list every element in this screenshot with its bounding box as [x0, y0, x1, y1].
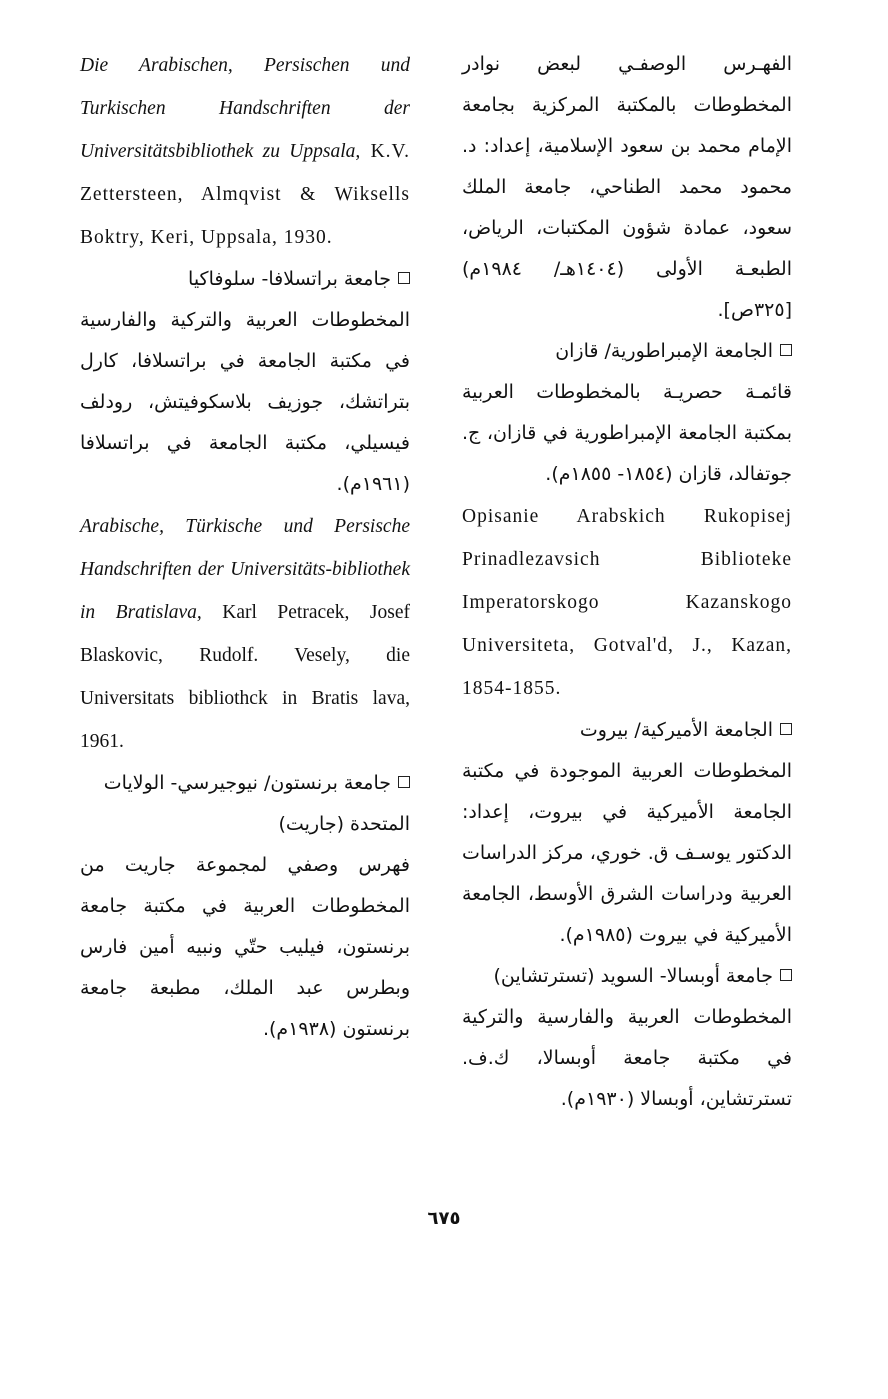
kazan-heading: الجامعة الإمبراطورية/ قازان	[462, 331, 792, 372]
beirut-heading: الجامعة الأميركية/ بيروت	[462, 710, 792, 751]
kazan-latin-entry: Opisanie Arabskich Rukopisej Prinadlezavsich Biblioteke Imperatorskogo Kazanskogo Universiteta, Gotval'd, J., Kazan, 1854-1855.	[462, 506, 792, 699]
bratislava-arabic-entry: المخطوطات العربية والتركية والفارسية في مكتبة الجامعة في براتسلافا، كارل بتراتشك، جوزيف بلاسكوفيتش، رودلف فيسيلي، مكتبة الجامعة في براتسلافا (١٩٦١م).	[80, 309, 410, 495]
right-column	[462, 44, 792, 1120]
uppsala-latin-publisher: K.V. Zettersteen, Almqvist & Wiksells Boktry, Keri, Uppsala, 1930.	[80, 141, 410, 248]
princeton-heading: جامعة برنستون/ نيوجيرسي- الولايات المتحدة (جاريت)	[80, 763, 410, 845]
uppsala-heading: جامعة أوبسالا- السويد (تسترتشاين)	[462, 956, 792, 997]
bratislava-latin-publisher: Karl Petracek, Josef Blaskovic, Rudolf. Vesely, die Universitats bibliothck in Bratis lava, 1961.	[80, 602, 410, 752]
kazan-arabic-entry: قائمـة حصريـة بالمخطوطات العربية بمكتبة الجامعة الإمبراطورية في قازان، ج. جوتفالد، قازان (١٨٥٤- ١٨٥٥م).	[462, 381, 792, 485]
bratislava-latin-title: Arabische, Türkische und Persische Handschriften der Universitäts-bibliothek in Bratislava,	[80, 516, 410, 623]
left-column	[80, 44, 410, 1050]
page-number: ٦٧٥	[427, 1208, 461, 1229]
princeton-arabic-entry: فهرس وصفي لمجموعة جاريت من المخطوطات العربية في مكتبة جامعة برنستون، فيليب حتّي ونبيه أمين فارس وبطرس عبد الملك، مطبعة جامعة برنستون (١٩٣٨م).	[80, 854, 410, 1040]
imam-university-entry: الفهـرس الوصفـي لبعض نوادر المخطوطات بالمكتبة المركزية بجامعة الإمام محمد بن سعود الإسلامية، إعداد: د. محمود محمد الطناحي، جامعة الملك سعود، عمادة شؤون المكتبات، الرياض، الطبعـة الأولى (١٤٠٤هـ/ ١٩٨٤م) [٣٢٥ص].	[462, 53, 793, 321]
uppsala-latin-entry	[80, 44, 410, 259]
uppsala-latin-title: Die Arabischen, Persischen und Turkischen Handschriften der Universitätsbibliothek zu Uppsala,	[80, 55, 410, 162]
bratislava-latin-entry	[80, 505, 410, 763]
beirut-arabic-entry: المخطوطات العربية الموجودة في مكتبة الجامعة الأميركية في بيروت، إعداد: الدكتور يوسـف ق. خوري، مركز الدراسات العربية ودراسات الشرق الأوسط، الجامعة الأميركية في بيروت (١٩٨٥م).	[462, 760, 792, 946]
bratislava-heading: جامعة براتسلافا- سلوفاكيا	[80, 259, 410, 300]
uppsala-arabic-entry: المخطوطات العربية والفارسية والتركية في مكتبة جامعة أوبسالا، ك.ف. تسترتشاين، أوبسالا (١٩٣٠م).	[462, 1006, 792, 1110]
